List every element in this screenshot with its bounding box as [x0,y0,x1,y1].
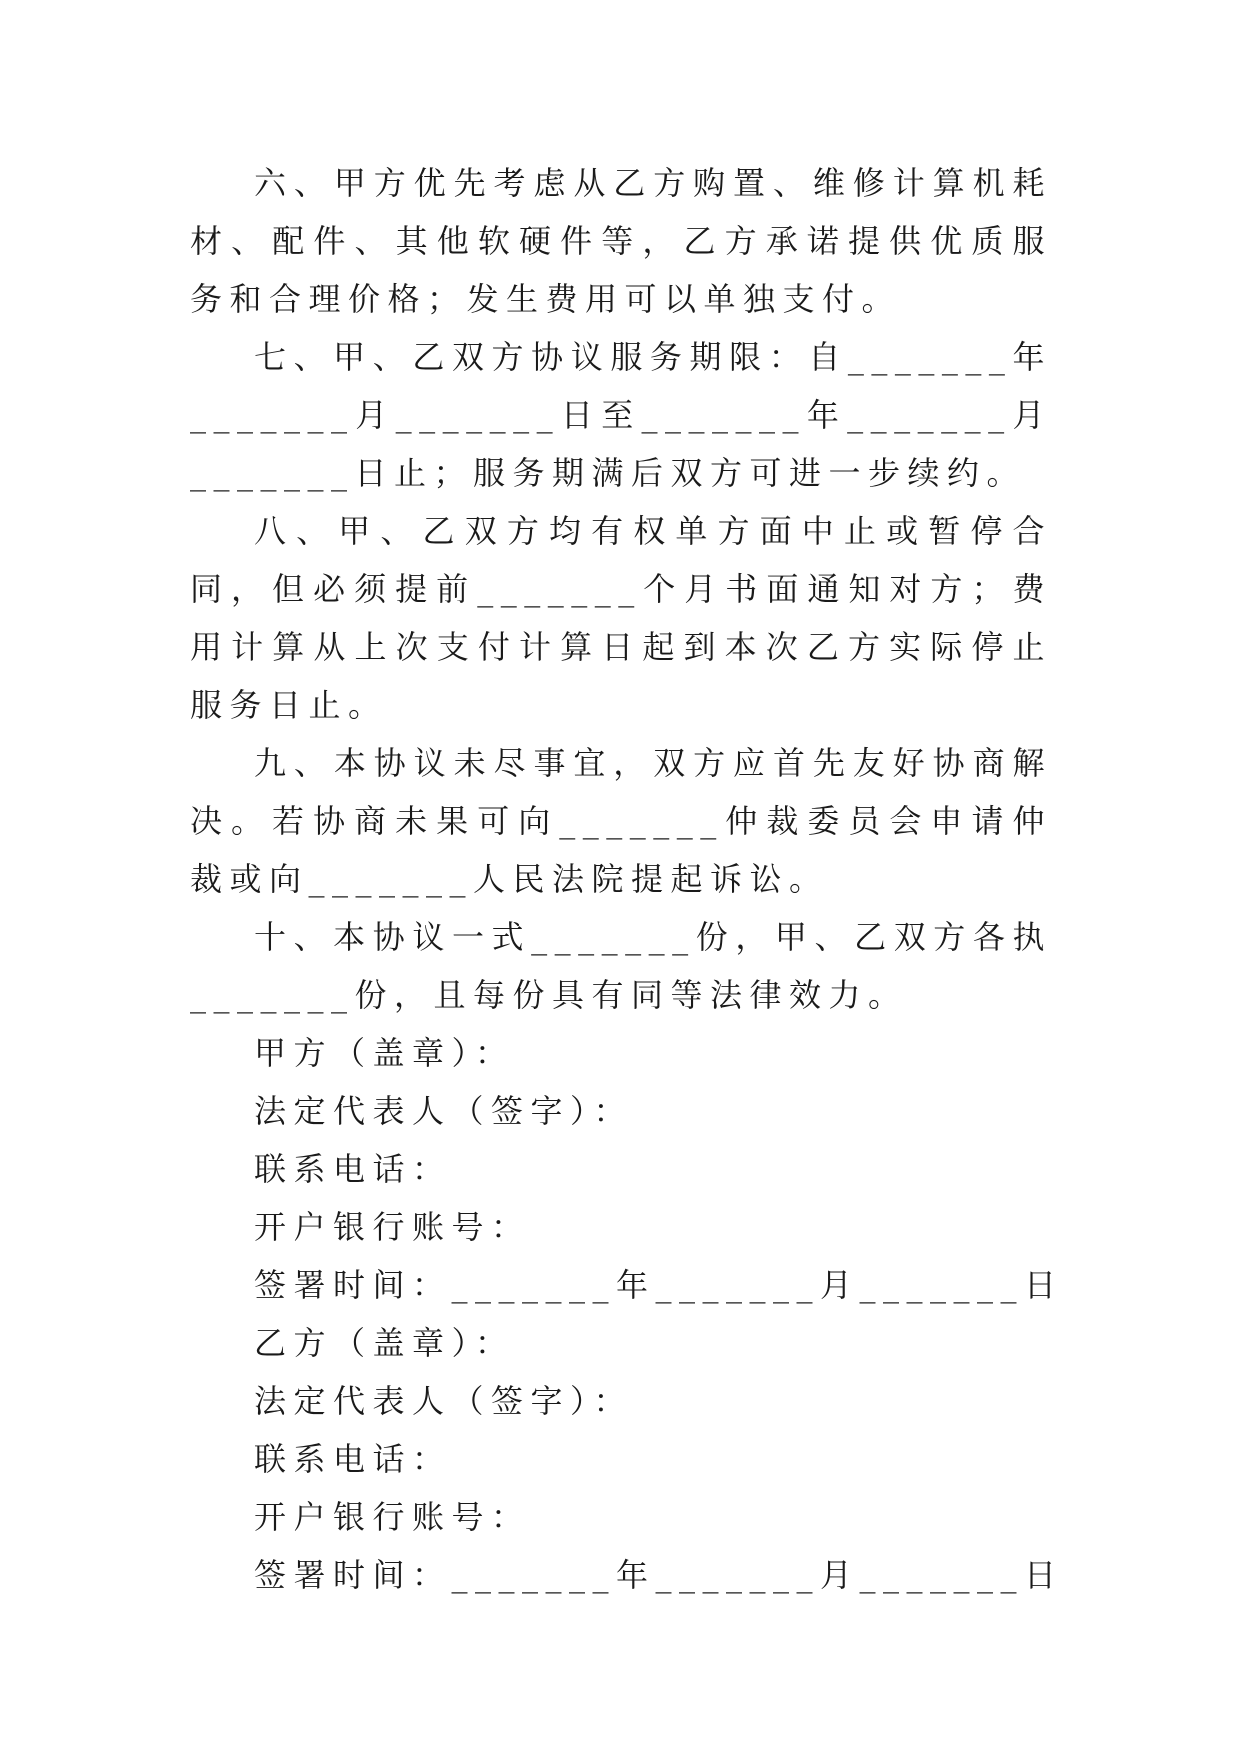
clause-6: 六、甲方优先考虑从乙方购置、维修计算机耗材、配件、其他软硬件等，乙方承诺提供优质服务和合理价格；发生费用可以单独支付。 [190,164,1052,318]
party-b-bank-account: 开户银行账号： [254,1498,531,1536]
clause-8: 八、甲、乙双方均有权单方面中止或暂停合同，但必须提前_______个月书面通知对方；费用计算从上次支付计算日起到本次乙方实际停止服务日止。 [190,512,1052,724]
document-body [190,154,1064,1604]
party-b-sign-date: 签署时间：_______年_______月_______日 [254,1556,1064,1594]
party-a-sign-date: 签署时间：_______年_______月_______日 [254,1266,1064,1304]
party-a-representative: 法定代表人（签字）： [254,1092,634,1130]
party-a-seal: 甲方（盖章）： [254,1034,515,1072]
party-b-representative: 法定代表人（签字）： [254,1382,634,1420]
party-a-phone: 联系电话： [254,1150,452,1188]
clause-10: 十、本协议一式_______份，甲、乙双方各执_______份，且每份具有同等法律效力。 [190,918,1052,1014]
clause-9: 九、本协议未尽事宜，双方应首先友好协商解决。若协商未果可向_______仲裁委员会申请仲裁或向_______人民法院提起诉讼。 [190,744,1052,898]
party-b-seal: 乙方（盖章）： [254,1324,515,1362]
party-b-signature-block [190,1314,1064,1604]
party-a-signature-block [190,1024,1064,1314]
party-a-bank-account: 开户银行账号： [254,1208,531,1246]
party-b-phone: 联系电话： [254,1440,452,1478]
clause-7: 七、甲、乙双方协议服务期限：自_______年_______月_______日至_______年_______月_______日止；服务期满后双方可进一步续约。 [190,338,1052,492]
